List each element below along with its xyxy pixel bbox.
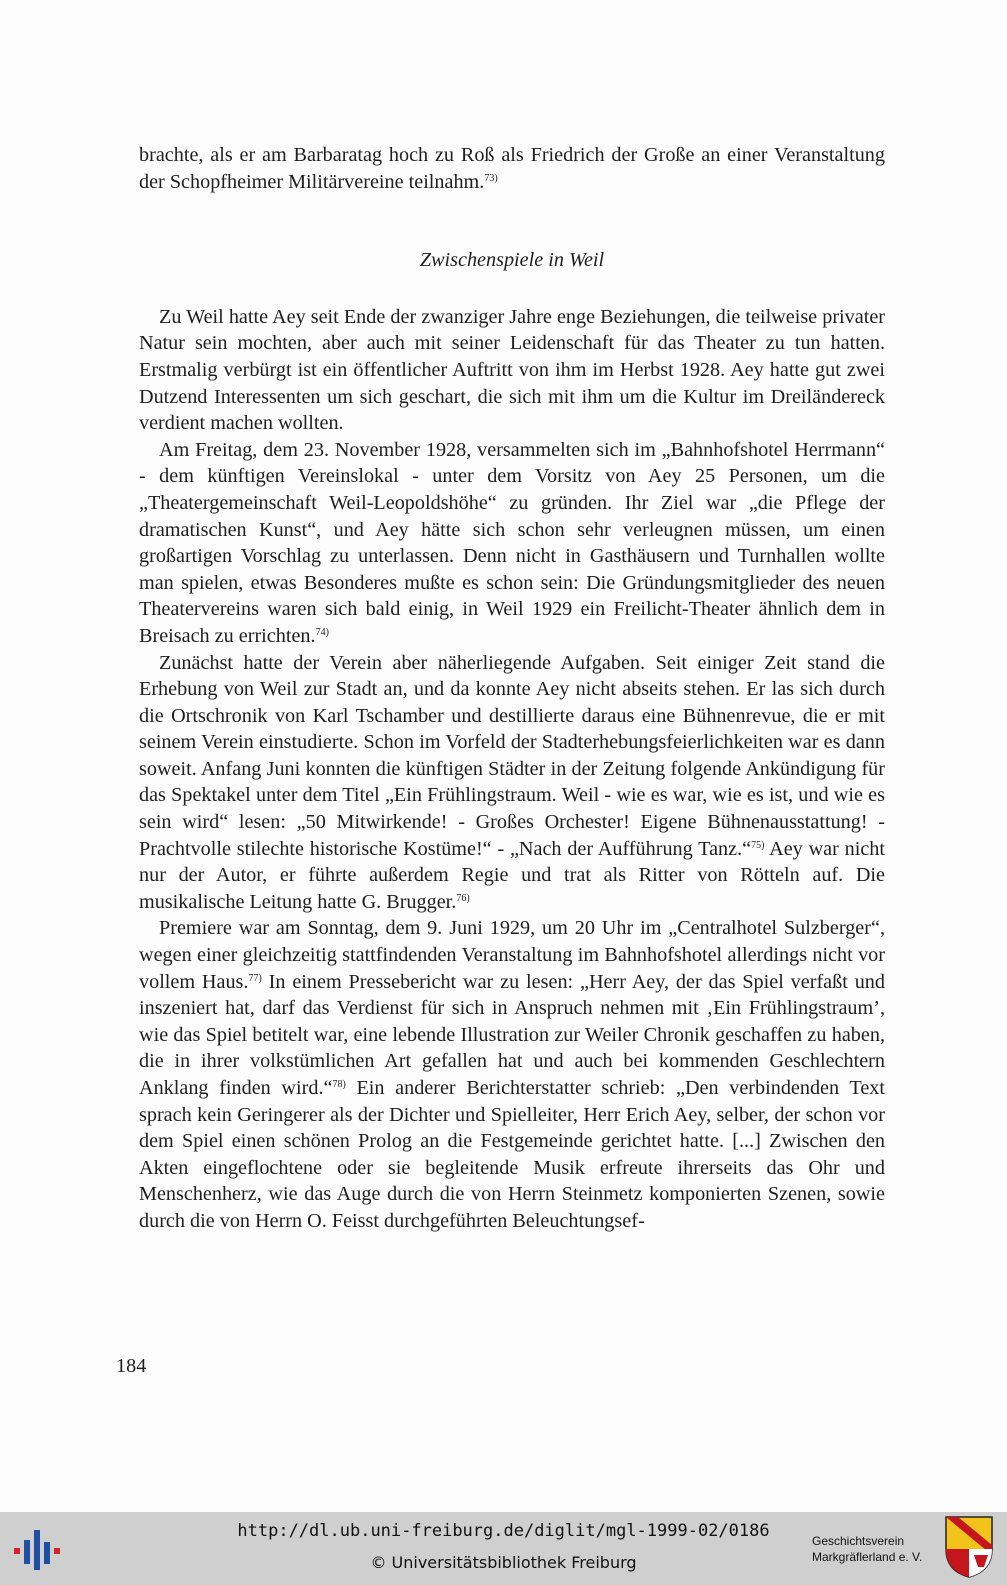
paragraph: Zunächst hatte der Verein aber näherliegende Aufgaben. Seit einiger Zeit stand die Erhebung von Weil zur Stadt an, und da konnte Aey nicht abseits stehen. Er las sich durch die Ortschronik von Karl Tschamber und destillierte daraus eine Bühnenrevue, die er mit seinem Verein einstudierte. Schon im Vorfeld der Stadterhebungsfeierlichkeiten war es dann soweit. Anfang Juni konnten die künftigen Städter in der Zeitung folgende Ankündigung für das Spektakel unter dem Titel „Ein Frühlingstraum. Weil - wie es war, wie es ist, und wie es sein wird“ lesen: „50 Mitwirkende! - Großes Orchester! Eigene Bühnenausstattung! - Prachtvolle stilechte historische Kostüme!“ - „Nach der Aufführung Tanz.“$^{75)}$ Aey war nicht nur der Autor, er führte außerdem Regie und trat als Ritter von Rötteln auf. Die musikalische Leitung hatte G. Brugger.$^{76)}$ [139,651,885,913]
paragraph: Am Freitag, dem 23. November 1928, versammelten sich im „Bahnhofshotel Herrmann“ - dem künftigen Vereinslokal - unter dem Vorsitz von Aey 25 Personen, um die „Theatergemeinschaft Weil-Leopoldshöhe“ zu gründen. Ihr Ziel war „die Pflege der dramatischen Kunst“, und Aey hätte sich schon sehr verleugnen müssen, um einen großartigen Vorschlag zu unterlassen. Denn nicht in Gasthäusern und Turnhallen wollte man spielen, etwas Besonderes mußte es schon sein: Die Gründungsmitglieder des neuen Theatervereins waren sich bald einig, in Weil 1929 ein Freilicht-Theater ähnlich dem in Breisach zu errichten.$^{74)}$ [139,438,885,647]
paragraph-continuation: brachte, als er am Barbaratag hoch zu Roß als Friedrich der Große an einer Veranstaltung der Schopfheimer Militärvereine teilnahm.$^{73)}$ [139,144,885,193]
society-name: Geschichtsverein Markgräflerland e. V. [812,1534,923,1564]
document-url[interactable]: http://dl.ub.uni-freiburg.de/diglit/mgl-1999-02/0186 [237,1521,770,1541]
coat-of-arms-icon [944,1515,994,1579]
viewer-footer [0,1512,1007,1585]
footnote-ref: 75) [751,839,765,851]
footnote-ref: 73) [484,172,498,184]
paragraph: Zu Weil hatte Aey seit Ende der zwanziger Jahre enge Beziehungen, die teilweise privater Natur sein mochten, aber auch mit seiner Leidenschaft für das Theater zu tun hatten. Erstmalig verbürgt ist ein öffentlicher Auftritt von ihm im Herbst 1928. Aey hatte gut zwei Dutzend Interessenten um sich geschart, die sich mit ihm um die Kultur im Dreiländereck verdient machen wollten. [139,305,885,435]
page-number: 184 [116,1355,147,1377]
copyright-notice: © Universitätsbibliothek Freiburg [370,1553,637,1572]
footnote-ref: 74) [315,626,329,638]
paragraph: Premiere war am Sonntag, dem 9. Juni 1929, um 20 Uhr im „Centralhotel Sulzberger“, wegen einer gleichzeitig stattfindenden Veranstaltung im Bahnhofshotel allerdings nicht vor vollem Haus.$^{77)}$ In einem Pressebericht war zu lesen: „Herr Aey, der das Spiel verfaßt und inszeniert hat, darf das Verdienst für sich in Anspruch nehmen mit ‚Ein Frühlingstraum’, wie das Spiel betitelt war, eine lebende Illustration zur Weiler Chronik geschaffen zu haben, die in ihrer volkstümlichen Art gefallen hat und auch bei kommenden Geschlechtern Anklang finden wird.“$^{78)}$ Ein anderer Berichterstatter schrieb: „Den verbindenden Text sprach kein Geringerer als der Dichter und Spielleiter, Herr Erich Aey, selber, der schon vor dem Spiel einen schönen Prolog an die Festgemeinde gerichtet hatte. [...] Zwischen den Akten eingeflochtene oder sie begleitende Musik erfreute ihrerseits das Ohr und Menschenherz, wie das Auge durch die von Herrn Steinmetz komponierten Szenen, sowie durch die von Herrn O. Feisst durchgeführten Beleuchtungsef- [139,917,885,1232]
body-text [139,142,885,1235]
footnote-ref: 77) [248,972,262,984]
section-heading: Zwischenspiele in Weil [419,249,605,272]
footnote-ref: 78) [332,1079,346,1090]
footnote-ref: 76) [456,892,470,904]
